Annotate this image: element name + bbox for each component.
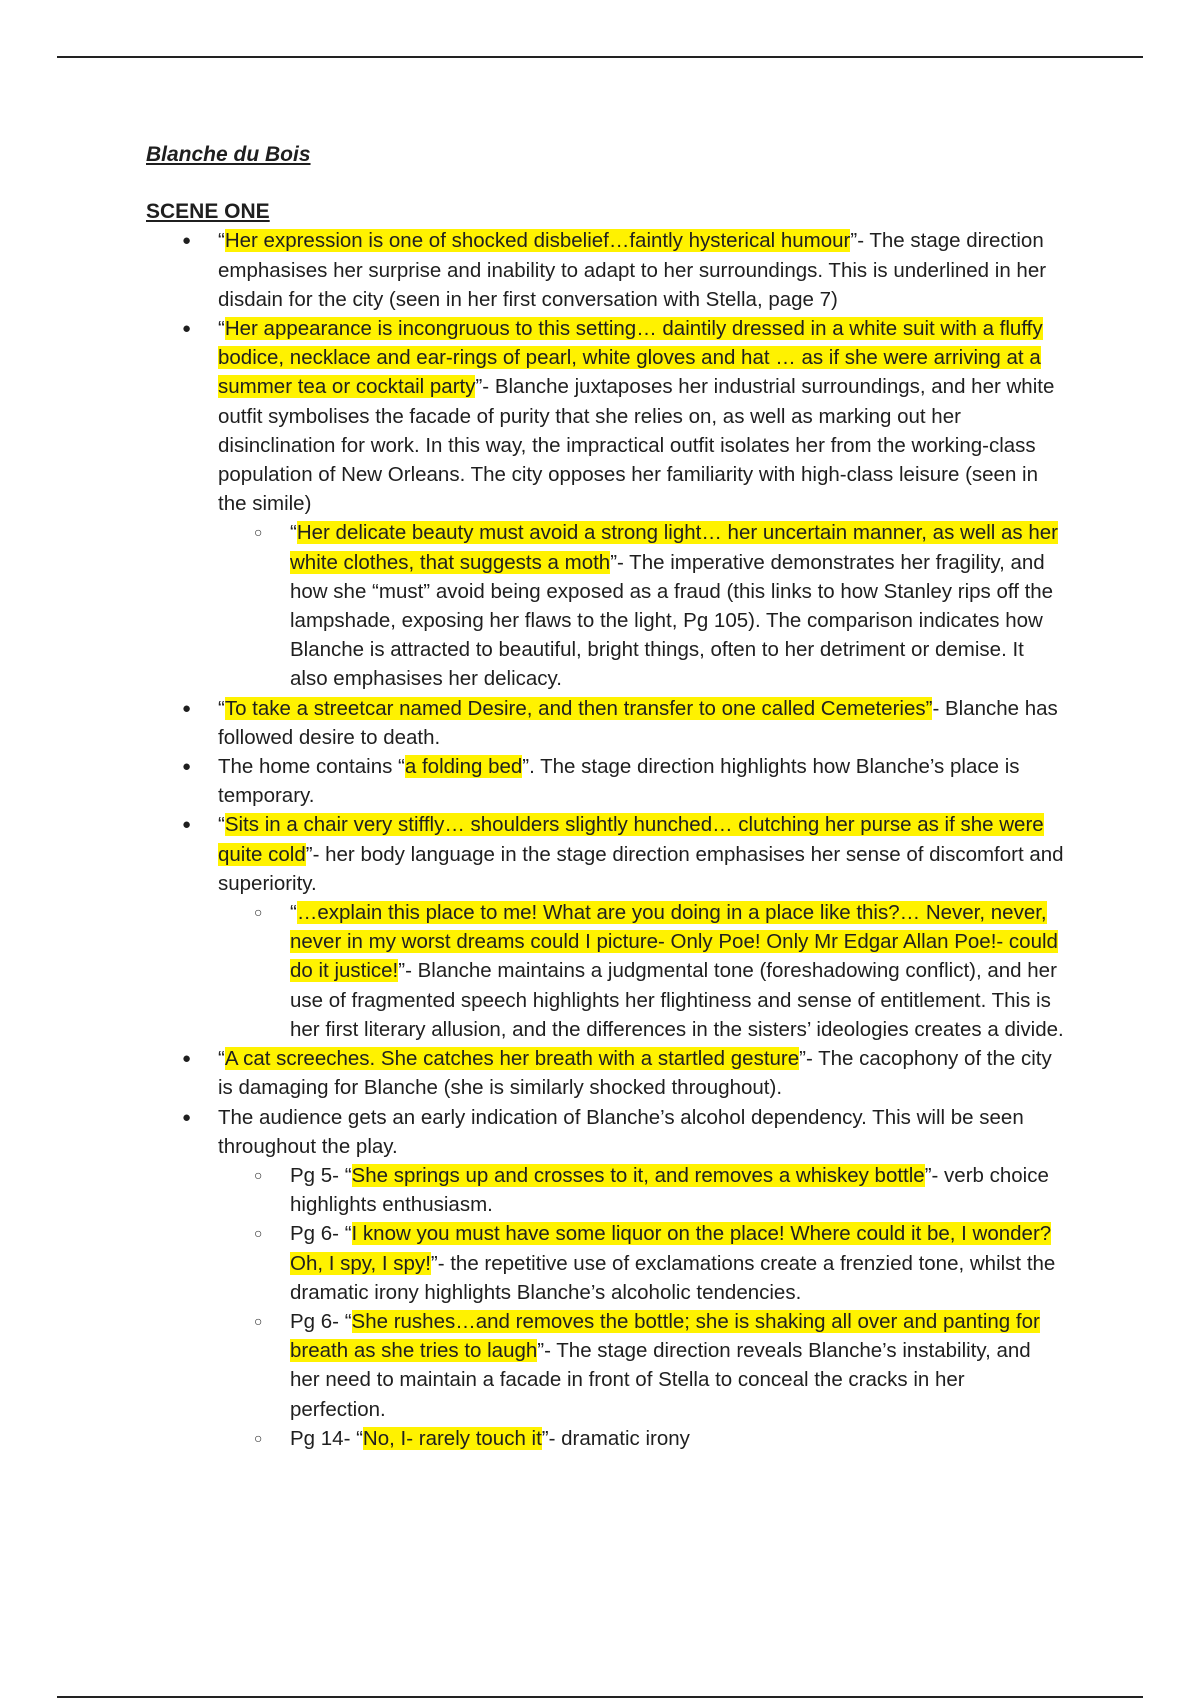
list-item <box>146 314 1066 694</box>
sub-list-item <box>218 518 1066 693</box>
highlighted-quote: I know you must have some liquor on the place! Where could it be, I wonder? Oh, I spy, I spy! <box>290 1222 1052 1275</box>
text: Pg 5- “ <box>290 1163 352 1187</box>
highlighted-quote: A cat screeches. She catches her breath with a startled gesture <box>224 1047 800 1071</box>
text: Pg 6- “ <box>290 1309 352 1333</box>
commentary: ”- her body language in the stage direction emphasises her sense of discomfort and superiority. <box>218 842 1064 895</box>
highlighted-quote: …explain this place to me! What are you doing in a place like this?… Never, never, never in my worst dreams could I picture- Only Poe! Only Mr Edgar Allan Poe!- could do it justice! <box>290 901 1058 983</box>
highlighted-quote: a folding bed <box>404 755 523 779</box>
list-item <box>146 810 1066 1044</box>
notes-list <box>146 226 1066 1453</box>
commentary: ”- the repetitive use of exclamations create a frenzied tone, whilst the dramatic irony highlights Blanche’s alcoholic tendencies. <box>290 1251 1056 1304</box>
highlighted-quote: Her appearance is incongruous to this setting… daintily dressed in a white suit with a fluffy bodice, necklace and ear-rings of pearl, white gloves and hat … as if she were arriving at a summer tea or cocktail party <box>218 317 1043 399</box>
document-title: Blanche du Bois <box>146 143 311 166</box>
scene-heading: SCENE ONE <box>146 200 270 224</box>
sub-list <box>218 898 1066 1044</box>
text: “ <box>218 696 225 720</box>
sub-list-item <box>218 1219 1066 1307</box>
commentary: ”- verb choice highlights enthusiasm. <box>290 1163 1049 1217</box>
highlighted-quote: Her delicate beauty must avoid a strong light… her uncertain manner, as well as her white clothes, that suggests a moth <box>290 521 1059 574</box>
list-item <box>146 694 1066 752</box>
text: “ <box>218 1047 225 1071</box>
list-item <box>146 226 1066 314</box>
text: “ <box>218 813 225 837</box>
sub-list <box>218 518 1066 693</box>
commentary: ”- Blanche maintains a judgmental tone (foreshadowing conflict), and her use of fragmented speech highlights her flightiness and sense of entitlement. This is her first literary allusion, and the differences in the sisters’ ideologies creates a divide. <box>290 959 1064 1041</box>
bottom-rule <box>57 1696 1143 1698</box>
highlighted-quote: Her expression is one of shocked disbelief…faintly hysterical humour <box>224 229 851 253</box>
highlighted-quote: She rushes…and removes the bottle; she is shaking all over and panting for breath as she tries to laugh <box>290 1309 1040 1363</box>
text: Pg 14- “ <box>290 1426 363 1450</box>
commentary: ”. The stage direction highlights how Blanche’s place is temporary. <box>218 755 1020 808</box>
document-page <box>146 140 1066 1453</box>
highlighted-quote: No, I- rarely touch it <box>362 1426 542 1450</box>
top-rule <box>57 56 1143 58</box>
commentary: ”- Blanche juxtaposes her industrial surroundings, and her white outfit symbolises the facade of purity that she relies on, as well as marking out her disinclination for work. In this way, the impractical outfit isolates her from the working-class population of New Orleans. The city opposes her familiarity with high-class leisure (seen in the simile) <box>218 375 1055 516</box>
sub-list-item <box>218 1161 1066 1219</box>
commentary: ”- The cacophony of the city is damaging for Blanche (she is similarly shocked throughout). <box>218 1047 1052 1100</box>
list-item <box>146 752 1066 810</box>
text: “ <box>290 521 297 545</box>
sub-list <box>218 1161 1066 1453</box>
list-item <box>146 1044 1066 1102</box>
sub-list-item <box>218 1307 1066 1424</box>
commentary: ”- dramatic irony <box>541 1426 690 1450</box>
highlighted-quote: Sits in a chair very stiffly… shoulders slightly hunched… clutching her purse as if she were quite cold <box>218 813 1044 866</box>
text: “ <box>290 901 297 925</box>
text: The home contains “ <box>218 755 405 779</box>
highlighted-quote: She springs up and crosses to it, and removes a whiskey bottle <box>351 1163 925 1187</box>
text: “ <box>218 317 225 341</box>
text: “ <box>218 229 225 253</box>
sub-list-item <box>218 898 1066 1044</box>
highlighted-quote: To take a streetcar named Desire, and then transfer to one called Cemeteries” <box>224 696 933 720</box>
commentary: ”- The stage direction emphasises her surprise and inability to adapt to her surroundings. This is underlined in her disdain for the city (seen in her first conversation with Stella, page 7) <box>218 229 1047 311</box>
commentary: - Blanche has followed desire to death. <box>218 696 1058 749</box>
commentary: ”- The imperative demonstrates her fragility, and how she “must” avoid being exposed as a fraud (this links to how Stanley rips off the lampshade, exposing her flaws to the light, Pg 105). The comparison indicates how Blanche is attracted to beautiful, bright things, often to her detriment or demise. It also emphasises her delicacy. <box>290 550 1054 691</box>
commentary: ”- The stage direction reveals Blanche’s instability, and her need to maintain a facade in front of Stella to conceal the cracks in her perfection. <box>290 1339 1031 1421</box>
list-item <box>146 1103 1066 1453</box>
text: Pg 6- “ <box>290 1222 352 1246</box>
text: The audience gets an early indication of Blanche’s alcohol dependency. This will be seen throughout the play. <box>218 1105 1024 1158</box>
sub-list-item <box>218 1424 1066 1453</box>
